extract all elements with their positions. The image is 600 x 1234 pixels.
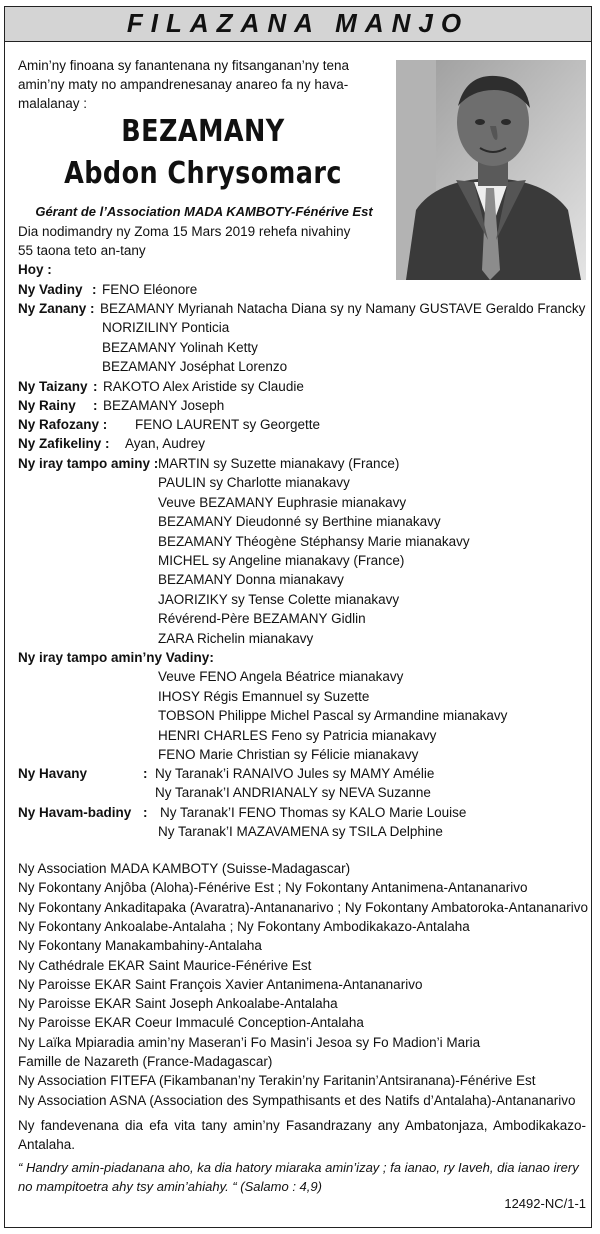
family-member-name: BEZAMANY Théogène Stéphansy Marie mianakavy bbox=[158, 533, 470, 549]
family-member-name: Ny Taranak’I FENO Thomas sy KALO Marie Louise bbox=[160, 805, 467, 820]
family-member-name: Veuve BEZAMANY Euphrasie mianakavy bbox=[158, 494, 407, 510]
family-separator: : bbox=[143, 766, 148, 781]
portrait-photo bbox=[396, 60, 586, 280]
deceased-surname: BEZAMANY bbox=[121, 114, 285, 149]
death-line-1: Dia nodimandry ny Zoma 15 Mars 2019 rehefa nivahiny bbox=[18, 224, 351, 239]
family-member-name: ZARA Richelin mianakavy bbox=[158, 630, 314, 646]
family-heading: Hoy : bbox=[18, 262, 52, 277]
family-separator: : bbox=[93, 398, 98, 413]
reference-code: 12492-NC/1-1 bbox=[504, 1196, 586, 1211]
family-label: Ny Havany bbox=[18, 766, 88, 781]
association-line: Ny Fokontany Manakambahiny-Antalaha bbox=[18, 938, 262, 954]
association-line: Famille de Nazareth (France-Madagascar) bbox=[18, 1054, 273, 1069]
family-member-name: NORIZILINY Ponticia bbox=[102, 320, 230, 336]
family-member-name: FENO LAURENT sy Georgette bbox=[135, 417, 321, 432]
family-label: Ny Taizany bbox=[18, 379, 88, 394]
intro-text: Amin’ny finoana sy fanantenana ny fitsanganan’ny tena amin’ny maty no ampandrenesanay anareo fa ny hava-malalanay : bbox=[18, 58, 349, 111]
association-line: Ny Laïka Mpiaradia amin’ny Maseran’i Fo Masin’i Jesoa sy Fo Madion’i Maria bbox=[18, 1034, 481, 1050]
association-line: Ny Paroisse EKAR Saint Joseph Ankoalabe-Antalaha bbox=[18, 996, 338, 1012]
family-member-name: MICHEL sy Angeline mianakavy (France) bbox=[158, 553, 405, 568]
family-member-name: JAORIZIKY sy Tense Colette mianakavy bbox=[158, 591, 400, 607]
family-member-name: BEZAMANY Joséphat Lorenzo bbox=[102, 359, 288, 375]
family-label: Ny Vadiny bbox=[18, 282, 83, 297]
family-label: Ny Rafozany : bbox=[18, 417, 108, 432]
family-member-name: FENO Marie Christian sy Félicie mianakavy bbox=[158, 747, 419, 762]
family-member-name: Ny Taranak’I MAZAVAMENA sy TSILA Delphine bbox=[158, 824, 443, 840]
family-member-name: BEZAMANY Donna mianakavy bbox=[158, 572, 344, 588]
association-line: Ny Cathédrale EKAR Saint Maurice-Fénérive Est bbox=[18, 957, 312, 973]
association-line: Ny Association MADA KAMBOTY (Suisse-Madagascar) bbox=[18, 861, 351, 876]
association-line: Ny Fokontany Anjôba (Aloha)-Fénérive Est ; Ny Fokontany Antanimena-Antananarivo bbox=[18, 880, 528, 896]
family-member-name: TOBSON Philippe Michel Pascal sy Armandine mianakavy bbox=[158, 708, 508, 724]
association-line: Ny Association FITEFA (Fikambanan’ny Terakin’ny Faritanin’Antsiranana)-Fénérive Est bbox=[18, 1073, 536, 1089]
notice-header bbox=[4, 6, 592, 42]
bible-quote: “ Handry amin-piadanana aho, ka dia hatory miaraka amin’izay ; fa ianao, ry Iaveh, dia ianao irery no mampitoetra ahy tsy amin’ahiahy. “ (Salamo : 4,9) bbox=[18, 1160, 579, 1194]
deceased-given-names: Abdon Chrysomarc bbox=[64, 156, 342, 191]
family-label: Ny iray tampo amin’ny Vadiny: bbox=[18, 650, 214, 665]
deceased-role: Gérant de l’Association MADA KAMBOTY-Fénérive Est bbox=[35, 204, 373, 219]
family-member-name: BEZAMANY Myrianah Natacha Diana sy ny Namany GUSTAVE Geraldo Francky bbox=[100, 301, 586, 316]
family-member-name: BEZAMANY Joseph bbox=[103, 398, 225, 413]
family-member-name: Ayan, Audrey bbox=[125, 436, 206, 451]
family-member-name: Ny Taranak’i RANAIVO Jules sy MAMY Amélie bbox=[155, 766, 435, 781]
family-member-name: PAULIN sy Charlotte mianakavy bbox=[158, 475, 350, 491]
family-member-name: Révérend-Père BEZAMANY Gidlin bbox=[158, 611, 366, 627]
family-label: Ny Zanany bbox=[18, 301, 87, 316]
death-line-2: 55 taona teto an-tany bbox=[18, 243, 146, 258]
family-label: Ny Rainy bbox=[18, 398, 76, 413]
association-line: Ny Paroisse EKAR Coeur Immaculé Conception-Antalaha bbox=[18, 1015, 364, 1031]
family-separator: : bbox=[90, 301, 95, 316]
family-separator: : bbox=[93, 379, 98, 394]
family-label: Ny iray tampo aminy : bbox=[18, 456, 159, 471]
family-member-name: FENO Eléonore bbox=[102, 282, 198, 297]
family-member-name: MARTIN sy Suzette mianakavy (France) bbox=[158, 456, 400, 471]
notice-title: FILAZANA MANJO bbox=[126, 8, 470, 38]
association-line: Ny Fokontany Ankaditapaka (Avaratra)-Antananarivo ; Ny Fokontany Ambatoroka-Antananarivo bbox=[18, 899, 589, 915]
family-member-name: Ny Taranak’I ANDRIANALY sy NEVA Suzanne bbox=[155, 785, 431, 801]
closing-text: Ny fandevenana dia efa vita tany amin’ny Fasandrazany any Ambatonjaza, Ambodikakazo-Antalaha. bbox=[18, 1118, 586, 1152]
family-separator: : bbox=[143, 805, 148, 820]
family-label: Ny Zafikeliny : bbox=[18, 436, 110, 451]
family-member-name: HENRI CHARLES Feno sy Patricia mianakavy bbox=[158, 727, 437, 743]
portrait-image bbox=[396, 60, 586, 280]
family-separator: : bbox=[92, 282, 97, 297]
family-member-name: Veuve FENO Angela Béatrice mianakavy bbox=[158, 669, 404, 685]
association-line: Ny Paroisse EKAR Saint François Xavier Antanimena-Antananarivo bbox=[18, 976, 423, 992]
family-member-name: BEZAMANY Dieudonné sy Berthine mianakavy bbox=[158, 514, 441, 530]
family-member-name: RAKOTO Alex Aristide sy Claudie bbox=[103, 379, 304, 394]
association-line: Ny Association ASNA (Association des Sympathisants et des Natifs d’Antalaha)-Antananarivo bbox=[18, 1092, 576, 1108]
association-line: Ny Fokontany Ankoalabe-Antalaha ; Ny Fokontany Ambodikakazo-Antalaha bbox=[18, 918, 470, 934]
family-label: Ny Havam-badiny bbox=[18, 805, 132, 820]
family-member-name: BEZAMANY Yolinah Ketty bbox=[102, 339, 258, 355]
family-member-name: IHOSY Régis Emannuel sy Suzette bbox=[158, 688, 370, 704]
